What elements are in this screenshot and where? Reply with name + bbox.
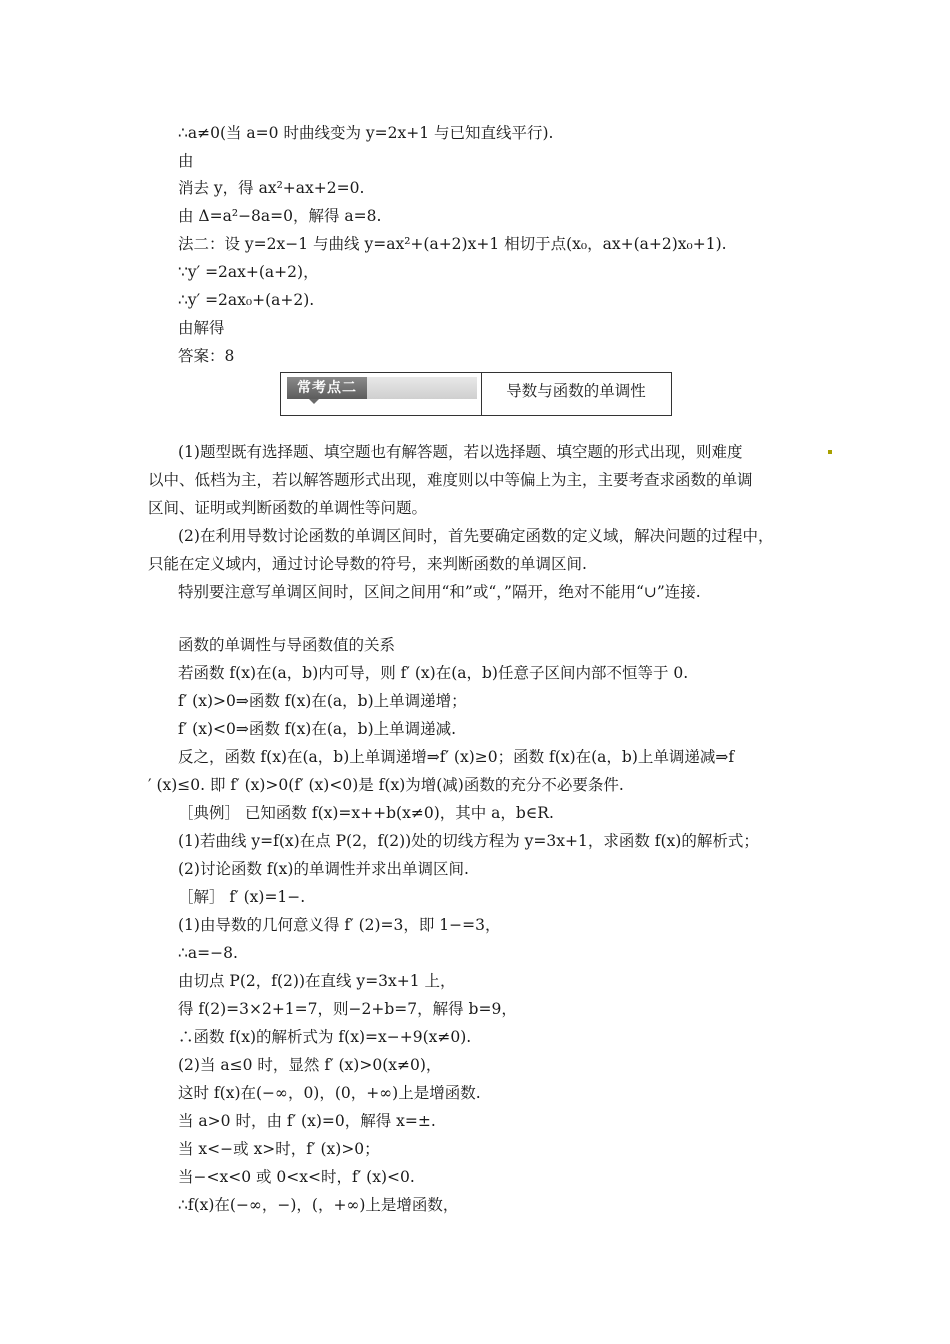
text-line: 函数的单调性与导函数值的关系 bbox=[178, 636, 396, 654]
text-line: 若函数 f(x)在(a，b)内可导，则 f′ (x)在(a，b)任意子区间内部不恒等于 0. bbox=[178, 664, 689, 682]
text-line: 只能在定义域内，通过讨论导数的符号，来判断函数的单调区间. bbox=[148, 555, 587, 573]
text-line: (1)题型既有选择题、填空题也有解答题，若以选择题、填空题的形式出现，则难度 bbox=[178, 443, 743, 461]
marker-dot bbox=[828, 450, 832, 454]
text-line: ∵y′ =2ax+(a+2)， bbox=[178, 263, 319, 281]
text-line: 这时 f(x)在(−∞，0)，(0，+∞)上是增函数. bbox=[178, 1084, 481, 1102]
text-line: (2)讨论函数 f(x)的单调性并求出单调区间. bbox=[178, 860, 469, 878]
text-line: f′ (x)>0⇒函数 f(x)在(a，b)上单调递增； bbox=[178, 692, 467, 710]
text-line: 当 x<−或 x>时，f′ (x)>0； bbox=[178, 1140, 380, 1158]
text-line: ∴a≠0(当 a=0 时曲线变为 y=2x+1 与已知直线平行). bbox=[178, 124, 554, 142]
text-line: ′ (x)≤0. 即 f′ (x)>0(f′ (x)<0)是 f(x)为增(减)函数的充分不必要条件. bbox=[148, 776, 624, 794]
text-line: (1)由导数的几何意义得 f′ (2)=3，即 1−=3， bbox=[178, 916, 501, 934]
text-line: ［典例］ 已知函数 f(x)=x++b(x≠0)，其中 a，b∈R. bbox=[178, 804, 554, 822]
text-line: 由 Δ=a²−8a=0，解得 a=8. bbox=[178, 207, 382, 225]
text-line: 当−<x<0 或 0<x<时，f′ (x)<0. bbox=[178, 1168, 415, 1186]
text-line: 得 f(2)=3×2+1=7，则−2+b=7，解得 b=9， bbox=[178, 1000, 517, 1018]
text-line: (1)若曲线 y=f(x)在点 P(2，f(2))处的切线方程为 y=3x+1，求函数 f(x)的解析式； bbox=[178, 832, 759, 850]
text-line: 反之，函数 f(x)在(a，b)上单调递增⇒f′ (x)≥0；函数 f(x)在(a，b)上单调递减⇒f bbox=[178, 748, 735, 766]
section-tag: 常考点二 bbox=[287, 377, 367, 399]
text-line: f′ (x)<0⇒函数 f(x)在(a，b)上单调递减. bbox=[178, 720, 457, 738]
text-line: 由切点 P(2，f(2))在直线 y=3x+1 上， bbox=[178, 972, 456, 990]
section-title: 导数与函数的单调性 bbox=[506, 382, 646, 400]
section-header bbox=[280, 372, 672, 416]
text-line: 当 a>0 时，由 f′ (x)=0，解得 x=±. bbox=[178, 1112, 436, 1130]
text-line: (2)在利用导数讨论函数的单调区间时，首先要确定函数的定义域，解决问题的过程中， bbox=[178, 527, 774, 545]
text-line: 答案：8 bbox=[178, 347, 235, 365]
text-line: 消去 y，得 ax²+ax+2=0. bbox=[178, 179, 365, 197]
text-line: (2)当 a≤0 时，显然 f′ (x)>0(x≠0)， bbox=[178, 1056, 442, 1074]
tag-strip bbox=[367, 377, 477, 399]
text-line: ∴y′ =2ax₀+(a+2). bbox=[178, 291, 315, 309]
text-line: 以中、低档为主，若以解答题形式出现，难度则以中等偏上为主，主要考查求函数的单调 bbox=[148, 471, 753, 489]
text-line: ∴a=−8. bbox=[178, 944, 238, 962]
text-line: ∴函数 f(x)的解析式为 f(x)=x−+9(x≠0). bbox=[178, 1028, 472, 1046]
text-line: 特别要注意写单调区间时，区间之间用“和”或“，”隔开，绝对不能用“∪”连接. bbox=[178, 583, 701, 601]
text-line: 由解得 bbox=[178, 319, 225, 337]
text-line: ［解］ f′ (x)=1−. bbox=[178, 888, 306, 906]
tag-arrow-icon bbox=[309, 399, 319, 404]
text-line: 法二：设 y=2x−1 与曲线 y=ax²+(a+2)x+1 相切于点(x₀，ax+(a+2)x₀+1). bbox=[178, 235, 727, 253]
text-line: 区间、证明或判断函数的单调性等问题。 bbox=[148, 499, 428, 517]
text-line: ∴f(x)在(−∞，−)，(，+∞)上是增函数， bbox=[178, 1196, 459, 1214]
text-line: 由 bbox=[178, 152, 194, 170]
